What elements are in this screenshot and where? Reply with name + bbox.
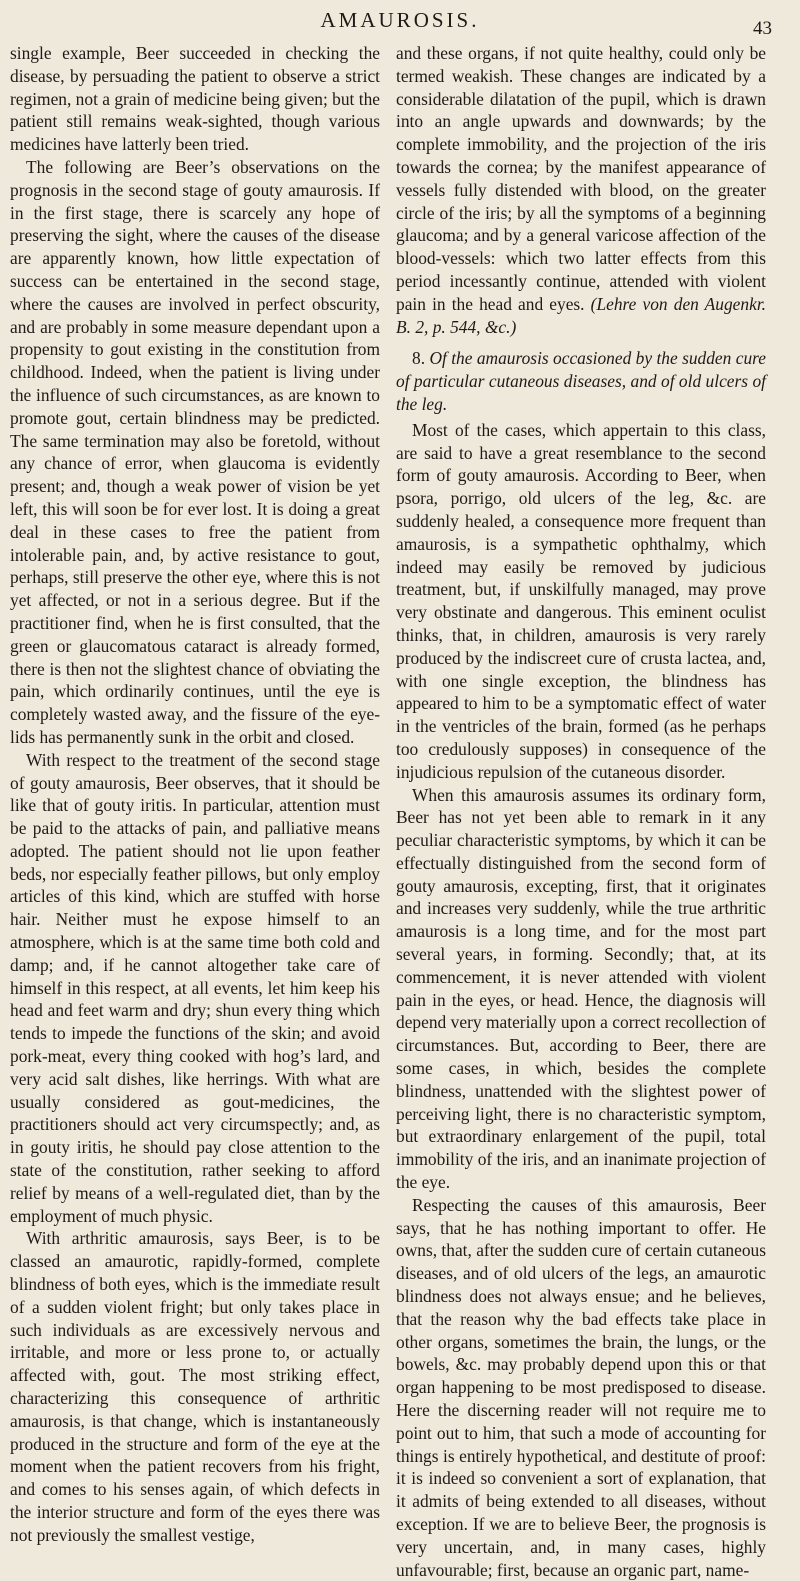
section-number: 8. xyxy=(412,348,426,369)
running-head xyxy=(0,8,800,38)
left-column xyxy=(10,42,380,1547)
section-title: Of the amaurosis occasioned by the sudden cure of particular cutaneous diseases, and of old ulcers of the leg. xyxy=(396,348,766,414)
paragraph: With arthritic amaurosis, says Beer, is to be classed an amaurotic, rapidly-formed, complete blindness of both eyes, which is the immediate result of a sudden violent fright; but only takes place in such individuals as are excessively nervous and irritable, and more or less prone to, or actually affected with, gout. The most striking effect, characterizing this consequence of arthritic amaurosis, is that change, which is instantaneously produced in the structure and form of the eye at the moment when the patient recovers from his fright, and comes to his senses again, of which defects in the interior structure and form of the eyes there was not previously the smallest vestige, xyxy=(10,1228,380,1545)
paragraph-text: and these organs, if not quite healthy, could only be termed weakish. These changes are indicated by a considerable dilatation of the pupil, which is drawn into an angle upwards and downwards; by the complete immobility, and the projection of the iris towards the cornea; by the manifest appearance of vessels fully distended with blood, on the greater circle of the iris; by all the symptoms of a beginning glaucoma; and by a general varicose affection of the blood-vessels: which two latter effects from this period incessantly continue, attended with violent pain in the head and eyes. xyxy=(396,43,766,314)
paragraph: When this amaurosis assumes its ordinary form, Beer has not yet been able to remark in it any peculiar characteristic symptoms, by which it can be effectually distinguished from the second form of gouty amaurosis, excepting, first, that it originates and increases very suddenly, while the true arthritic amaurosis is a long time, and for the most part several years, in forming. Secondly; that, at its commencement, it is never attended with violent pain in the eyes, or head. Hence, the diagnosis will depend very materially upon a correct recollection of circumstances. But, according to Beer, there are some cases, in which, besides the complete blindness, unattended with the slightest power of perceiving light, there is no characteristic symptom, but extraordinary enlargement of the pupil, total immobility of the iris, and an inanimate projection of the eye. xyxy=(396,784,766,1193)
paragraph xyxy=(396,42,766,338)
citation: (Lehre von den Augenkr. B. 2, p. 544, &c.) xyxy=(396,293,767,337)
right-column xyxy=(396,42,766,1581)
running-title: AMAUROSIS. xyxy=(320,8,480,32)
paragraph: With respect to the treatment of the second stage of gouty amaurosis, Beer observes, that it should be like that of gouty iritis. In particular, attention must be paid to the attacks of pain, and palliative means adopted. The patient should not lie upon feather beds, nor especially feather pillows, but only employ articles of this kind, which are stuffed with horse hair. Neither must he expose himself to an atmosphere, which is at the same time both cold and damp; and, if he cannot altogether take care of himself in this respect, at all events, let him keep his head and feet warm and dry; shun every thing which tends to impede the functions of the skin; and avoid pork-meat, every thing cooked with hog’s lard, and very acid salt dishes, like herrings. With what are usually considered as gout-medicines, the practitioners should act very circumspectly; and, as in gouty iritis, he should pay close attention to the state of the constitution, rather seeking to afford relief by means of a well-regulated diet, than by the employment of much physic. xyxy=(10,749,380,1226)
paragraph: The following are Beer’s observations on the prognosis in the second stage of gouty amaurosis. If in the first stage, there is scarcely any hope of preserving the sight, where the causes of the disease are apparently known, how little expectation of success can be entertained in the second stage, where the causes are involved in perfect obscurity, and are probably in some measure dependant upon a propensity to gout existing in the constitution from childhood. Indeed, when the patient is living under the influence of such circumstances, as are known to promote gout, certain blindness may be predicted. The same termination may also be foretold, without any chance of error, when glaucoma is evidently present; and, though a weak power of vision be yet left, this will soon be for ever lost. It is doing a great deal in these cases to free the patient from intolerable pain, and, by active resistance to gout, perhaps, still preserve the other eye, where this is not yet affected, or not in a serious degree. But if the practitioner find, when he is first consulted, that the green or glaucomatous cataract is already formed, there is then not the slightest chance of obviating the pain, which ordinarily continues, until the eye is completely wasted away, and the fissure of the eye-lids has permanently sunk in the orbit and closed. xyxy=(10,156,380,747)
section-heading xyxy=(396,347,766,415)
paragraph: Most of the cases, which appertain to this class, are said to have a great resemblance to the second form of gouty amaurosis. According to Beer, when psora, porrigo, old ulcers of the leg, &c. are suddenly healed, a consequence more frequent than amaurosis, is a sympathetic ophthalmy, which indeed may easily be removed by judicious treatment, but, if unskilfully managed, may prove very obstinate and dangerous. This eminent oculist thinks, that, in children, amaurosis is very rarely produced by the indiscreet cure of crusta lactea, and, with one single exception, the blindness has appeared to him to be a symptomatic effect of water in the ventricles of the brain, formed (as he perhaps too credulously supposes) in consequence of the injudicious repulsion of the cutaneous disorder. xyxy=(396,419,766,782)
paragraph: Respecting the causes of this amaurosis, Beer says, that he has nothing important to offer. He owns, that, after the sudden cure of certain cutaneous diseases, and of old ulcers of the legs, an amaurotic blindness does not always ensue; and he believes, that the reason why the bad effects take place in other organs, sometimes the brain, the lungs, or the bowels, &c. may probably depend upon this or that organ happening to be most predisposed to disease. Here the discerning reader will not require me to point out to him, that such a mode of accounting for things is entirely hypothetical, and destitute of proof: it is indeed so convenient a sort of explanation, that it admits of being extended to all diseases, without exception. If we are to believe Beer, the prognosis is very uncertain, and, in many cases, highly unfavourable; first, because an organic part, name- xyxy=(396,1194,766,1580)
paragraph: single example, Beer succeeded in checking the disease, by persuading the patient to observe a strict regimen, not a grain of medicine being given; but the patient still remains weak-sighted, though various medicines have latterly been tried. xyxy=(10,43,380,155)
page-number: 43 xyxy=(753,18,772,39)
